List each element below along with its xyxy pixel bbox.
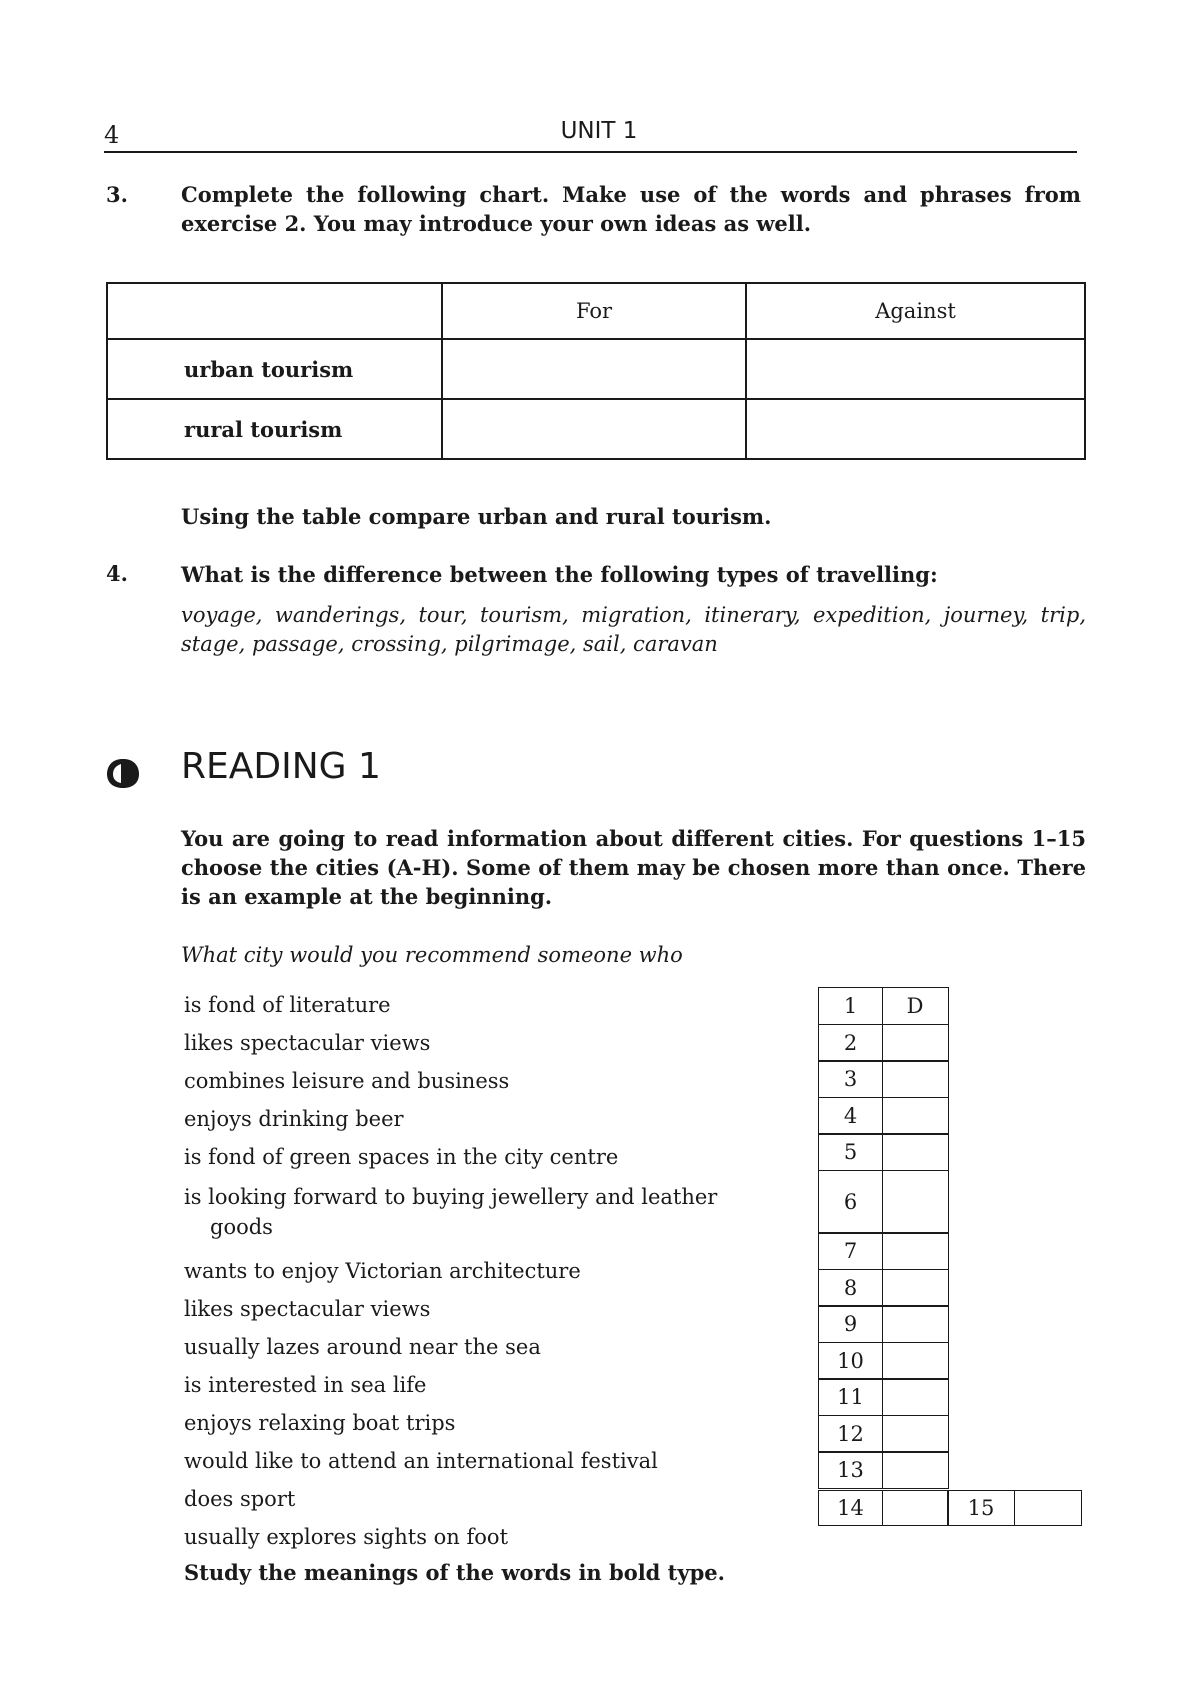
chart-row xyxy=(107,399,1085,459)
chart-cell-urban-against[interactable] xyxy=(746,339,1085,399)
section-title: READING 1 xyxy=(181,746,381,787)
answer-number: 6 xyxy=(818,1170,883,1234)
answer-box[interactable] xyxy=(882,1232,949,1270)
answer-number: 1 xyxy=(818,987,883,1025)
exercise-3-number: 3. xyxy=(106,182,128,207)
answer-number: 13 xyxy=(818,1451,883,1489)
exercise-4-number: 4. xyxy=(106,561,128,586)
question-item: enjoys relaxing boat trips xyxy=(184,1411,456,1435)
question-text: is looking forward to buying jewellery and leather xyxy=(184,1185,718,1209)
answer-box[interactable] xyxy=(882,1378,949,1416)
answer-number: 3 xyxy=(818,1060,883,1098)
answer-box[interactable] xyxy=(882,1097,949,1135)
question-item: is interested in sea life xyxy=(184,1373,427,1397)
chart-cell-rural-for[interactable] xyxy=(442,399,746,459)
reading-prompt: What city would you recommend someone who xyxy=(181,943,683,967)
question-item: is fond of literature xyxy=(184,993,391,1017)
chart-cell-rural-against[interactable] xyxy=(746,399,1085,459)
answer-box[interactable] xyxy=(882,1060,949,1098)
question-item: enjoys drinking beer xyxy=(184,1107,404,1131)
header-rule xyxy=(104,151,1077,153)
answer-number: 15 xyxy=(947,1490,1015,1526)
answer-number: 9 xyxy=(818,1305,883,1343)
exercise-3-instruction: Complete the following chart. Make use of the words and phrases from exercise 2. You may introduce your own ideas as well. xyxy=(181,182,1081,236)
answer-box[interactable] xyxy=(882,1133,949,1171)
page-number: 4 xyxy=(104,121,120,149)
answer-box[interactable]: D xyxy=(882,987,949,1025)
question-item: usually explores sights on foot xyxy=(184,1525,509,1549)
answer-number: 14 xyxy=(818,1490,883,1526)
chart-corner-cell xyxy=(107,283,442,339)
chart-cell-urban-for[interactable] xyxy=(442,339,746,399)
chart-row-label: urban tourism xyxy=(107,339,442,399)
answer-box[interactable] xyxy=(882,1024,949,1062)
answer-box[interactable] xyxy=(882,1451,949,1489)
chart-row-label: rural tourism xyxy=(107,399,442,459)
answer-number: 2 xyxy=(818,1024,883,1062)
answer-number: 12 xyxy=(818,1415,883,1453)
question-item: does sport xyxy=(184,1487,296,1511)
answer-box[interactable] xyxy=(882,1170,949,1234)
answer-number: 10 xyxy=(818,1342,883,1380)
question-list xyxy=(184,986,794,1556)
question-item: likes spectacular views xyxy=(184,1031,431,1055)
answer-number: 11 xyxy=(818,1378,883,1416)
question-continuation: goods xyxy=(210,1215,273,1239)
question-item: likes spectacular views xyxy=(184,1297,431,1321)
answer-number: 7 xyxy=(818,1232,883,1270)
chart-column-against: Against xyxy=(746,283,1085,339)
answer-box[interactable] xyxy=(882,1305,949,1343)
question-item xyxy=(184,1176,794,1252)
answer-box[interactable] xyxy=(1014,1490,1082,1526)
answer-box[interactable] xyxy=(882,1342,949,1380)
question-item: would like to attend an international festival xyxy=(184,1449,658,1473)
chart-row xyxy=(107,339,1085,399)
question-item: combines leisure and business xyxy=(184,1069,510,1093)
question-item: wants to enjoy Victorian architecture xyxy=(184,1259,581,1283)
chart-column-for: For xyxy=(442,283,746,339)
answer-box[interactable] xyxy=(882,1490,949,1526)
exercise-3-follow-up: Using the table compare urban and rural tourism. xyxy=(181,504,772,529)
footer-note: Study the meanings of the words in bold type. xyxy=(184,1560,725,1585)
question-item: is fond of green spaces in the city centre xyxy=(184,1145,619,1169)
reading-instruction: You are going to read information about different cities. For questions 1–15 choose the cities (A-H). Some of them may be chosen more than once. There is an example at the beginning. xyxy=(181,826,1086,909)
reading-icon xyxy=(106,756,140,790)
answer-box[interactable] xyxy=(882,1415,949,1453)
exercise-4-word-list: voyage, wanderings, tour, tourism, migration, itinerary, expedition, journey, trip, stage, passage, crossing, pilgrimage, sail, caravan xyxy=(181,603,1086,656)
answer-number: 8 xyxy=(818,1269,883,1307)
answer-number: 4 xyxy=(818,1097,883,1135)
unit-title: UNIT 1 xyxy=(560,118,638,144)
answer-box[interactable] xyxy=(882,1269,949,1307)
chart-header-row xyxy=(107,283,1085,339)
question-item: usually lazes around near the sea xyxy=(184,1335,541,1359)
exercise-4-question: What is the difference between the following types of travelling: xyxy=(181,562,938,587)
for-against-chart xyxy=(106,282,1086,460)
answer-number: 5 xyxy=(818,1133,883,1171)
